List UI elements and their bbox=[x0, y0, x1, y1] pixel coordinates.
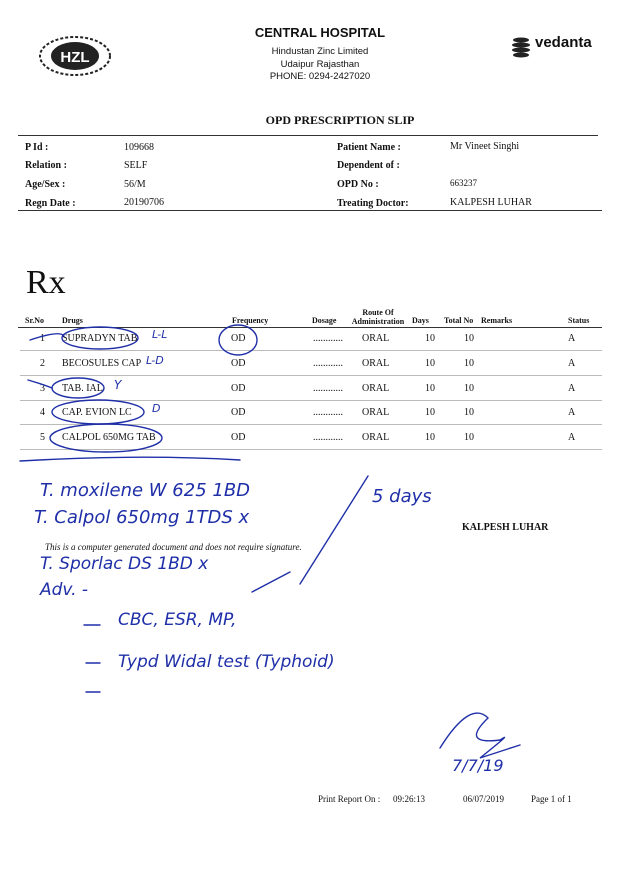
cell-status: A bbox=[568, 407, 576, 419]
col-total: Total No bbox=[444, 316, 474, 325]
col-remarks: Remarks bbox=[481, 316, 513, 325]
row1-tick bbox=[30, 334, 64, 340]
hospital-city: Udaipur Rajasthan bbox=[280, 59, 360, 70]
cell-days: 10 bbox=[425, 382, 435, 394]
cell-sr: 2 bbox=[40, 357, 45, 369]
cell-route: ORAL bbox=[362, 357, 390, 369]
col-route-line1: Route Of bbox=[362, 308, 394, 317]
pid-value: 109668 bbox=[124, 142, 154, 153]
cell-total: 10 bbox=[464, 333, 474, 344]
pid-label: P Id : bbox=[25, 142, 49, 153]
cell-status: A bbox=[568, 333, 576, 344]
cell-dosage: ............ bbox=[313, 432, 343, 444]
cell-route: ORAL bbox=[362, 382, 390, 394]
row1-note: L-L bbox=[152, 328, 168, 341]
print-date: 06/07/2019 bbox=[463, 794, 505, 804]
hospital-name: CENTRAL HOSPITAL bbox=[254, 25, 386, 40]
drug5-circle bbox=[50, 424, 162, 452]
regn-value: 20190706 bbox=[124, 197, 164, 208]
patient-name-value: Mr Vineet Singhi bbox=[450, 141, 520, 152]
patient-name-label: Patient Name : bbox=[337, 142, 401, 153]
age-value: 56/M bbox=[124, 179, 146, 190]
relation-label: Relation : bbox=[25, 160, 67, 171]
cell-days: 10 bbox=[425, 333, 435, 344]
col-frequency: Frequency bbox=[232, 316, 269, 325]
cell-status: A bbox=[568, 432, 576, 444]
cell-freq: OD bbox=[231, 333, 246, 344]
col-days: Days bbox=[412, 316, 429, 325]
row3-note: Y bbox=[114, 378, 122, 392]
slash-line bbox=[300, 476, 368, 584]
cell-status: A bbox=[568, 382, 576, 394]
freq-circle bbox=[219, 325, 257, 355]
opd-value: 663237 bbox=[450, 178, 477, 188]
cell-freq: OD bbox=[231, 357, 246, 369]
cell-dosage: ............ bbox=[313, 357, 343, 369]
handwritten-days: 5 days bbox=[372, 486, 432, 507]
row2-note: L-D bbox=[146, 354, 164, 367]
page-number: Page 1 of 1 bbox=[531, 794, 572, 804]
vedanta-logo-text: vedanta bbox=[535, 34, 592, 51]
cell-drug: TAB. IAL bbox=[62, 382, 103, 394]
cell-drug: CAP. EVION LC bbox=[62, 407, 132, 419]
cell-route: ORAL bbox=[362, 333, 390, 344]
cell-freq: OD bbox=[231, 382, 246, 394]
relation-value: SELF bbox=[124, 160, 148, 171]
cell-days: 10 bbox=[425, 432, 435, 444]
col-route-line2: Administration bbox=[351, 317, 405, 326]
cell-total: 10 bbox=[464, 407, 474, 419]
handwritten-line-3: T. Sporlac DS 1BD x bbox=[40, 554, 209, 574]
cell-sr: 4 bbox=[40, 407, 45, 419]
col-drugs: Drugs bbox=[62, 316, 83, 325]
handwritten-line-2: T. Calpol 650mg 1TDS x bbox=[34, 507, 250, 528]
cell-total: 10 bbox=[464, 357, 474, 369]
cell-status: A bbox=[568, 357, 576, 369]
drug3-circle bbox=[52, 378, 104, 398]
cell-freq: OD bbox=[231, 432, 246, 444]
cell-drug: BECOSULES CAP bbox=[62, 357, 142, 369]
cell-route: ORAL bbox=[362, 432, 390, 444]
cell-dosage: ............ bbox=[313, 382, 343, 394]
drug1-circle bbox=[62, 327, 138, 349]
signatory-name: KALPESH LUHAR bbox=[462, 522, 549, 533]
cell-days: 10 bbox=[425, 357, 435, 369]
cross-stroke bbox=[252, 572, 290, 592]
col-status: Status bbox=[568, 316, 590, 325]
signature bbox=[440, 713, 520, 758]
cell-total: 10 bbox=[464, 382, 474, 394]
print-time: 09:26:13 bbox=[393, 794, 426, 804]
cell-sr: 3 bbox=[40, 382, 45, 394]
row3-tick bbox=[28, 380, 52, 388]
regn-label: Regn Date : bbox=[25, 198, 76, 209]
handwritten-line-1: T. moxilene W 625 1BD bbox=[40, 480, 251, 501]
cell-dosage: ............ bbox=[313, 333, 343, 344]
col-dosage: Dosage bbox=[312, 316, 337, 325]
doctor-label: Treating Doctor: bbox=[337, 198, 409, 209]
cell-sr: 5 bbox=[40, 432, 45, 444]
slip-title: OPD PRESCRIPTION SLIP bbox=[265, 113, 415, 127]
handwritten-advice-1: CBC, ESR, MP, bbox=[118, 610, 237, 630]
handwritten-date: 7/7/19 bbox=[452, 756, 504, 775]
cell-sr: 1 bbox=[40, 333, 45, 344]
age-label: Age/Sex : bbox=[25, 179, 66, 190]
cell-dosage: ............ bbox=[313, 407, 343, 419]
cell-days: 10 bbox=[425, 407, 435, 419]
cell-drug: SUPRADYN TAB bbox=[62, 333, 138, 344]
rx-symbol: Rx bbox=[26, 264, 66, 301]
dependent-label: Dependent of : bbox=[337, 160, 400, 171]
drug4-circle bbox=[52, 400, 144, 424]
cell-route: ORAL bbox=[362, 407, 390, 419]
handwritten-advice: Adv. - bbox=[40, 580, 89, 600]
disclaimer: This is a computer generated document and does not require signature. bbox=[45, 542, 302, 552]
svg-text:HZL: HZL bbox=[60, 49, 90, 66]
col-srno: Sr.No bbox=[25, 316, 45, 325]
doctor-value: KALPESH LUHAR bbox=[450, 197, 532, 208]
opd-label: OPD No : bbox=[337, 179, 379, 190]
row4-note: D bbox=[152, 402, 161, 415]
company-name: Hindustan Zinc Limited bbox=[271, 46, 369, 57]
hospital-phone: PHONE: 0294-2427020 bbox=[269, 71, 371, 82]
cell-freq: OD bbox=[231, 407, 246, 419]
print-label: Print Report On : bbox=[318, 794, 381, 804]
handwritten-advice-2: Typd Widal test (Typhoid) bbox=[118, 652, 335, 672]
under-table-line bbox=[20, 457, 240, 461]
cell-total: 10 bbox=[464, 432, 474, 444]
cell-drug: CALPOL 650MG TAB bbox=[62, 432, 156, 444]
